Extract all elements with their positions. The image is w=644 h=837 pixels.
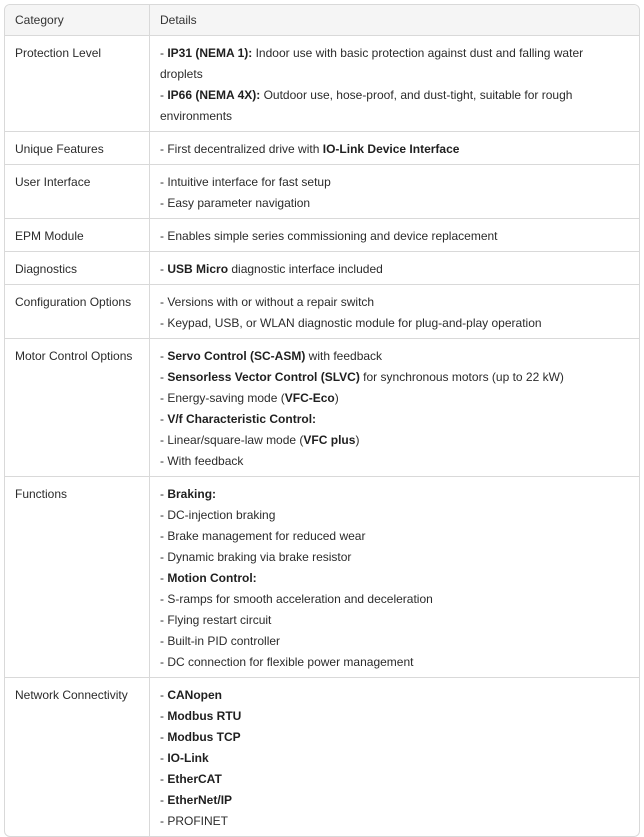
table-row	[5, 219, 639, 252]
detail-line: - First decentralized drive with IO-Link Device Interface	[160, 142, 460, 156]
detail-prefix: First decentralized drive with	[167, 142, 323, 156]
detail-line: - Braking:	[160, 487, 217, 501]
detail-text: Intuitive interface for fast setup	[167, 175, 331, 189]
detail-line: - Energy-saving mode (VFC-Eco)	[160, 391, 339, 405]
detail-line: - Servo Control (SC-ASM) with feedback	[160, 349, 383, 363]
table-row	[5, 339, 639, 477]
detail-prefix: Linear/square-law mode (	[167, 433, 304, 447]
details-cell	[150, 339, 639, 477]
detail-text: )	[334, 391, 339, 405]
detail-line: - Modbus RTU	[160, 709, 242, 723]
detail-line: - Dynamic braking via brake resistor	[160, 550, 352, 564]
detail-text: Dynamic braking via brake resistor	[167, 550, 352, 564]
detail-line: - IP31 (NEMA 1): Indoor use with basic protection against dust and falling water droplets	[160, 46, 584, 81]
detail-line: - DC-injection braking	[160, 508, 276, 522]
detail-emphasis: Modbus TCP	[167, 730, 241, 744]
detail-line: - V/f Characteristic Control:	[160, 412, 317, 426]
detail-emphasis: IO-Link Device Interface	[322, 142, 460, 156]
detail-line: - With feedback	[160, 454, 244, 468]
detail-text: Keypad, USB, or WLAN diagnostic module for plug-and-play operation	[167, 316, 542, 330]
detail-line: - CANopen	[160, 688, 223, 702]
detail-emphasis: EtherCAT	[167, 772, 222, 786]
details-cell	[150, 132, 639, 165]
detail-line: - Brake management for reduced wear	[160, 529, 366, 543]
detail-line: - Versions with or without a repair switch	[160, 295, 375, 309]
table-body	[5, 36, 639, 836]
detail-line: - Enables simple series commissioning and device replacement	[160, 229, 498, 243]
category-cell: Motor Control Options	[5, 339, 150, 477]
detail-emphasis: Braking:	[167, 487, 217, 501]
detail-emphasis: IO-Link	[167, 751, 209, 765]
detail-text: )	[355, 433, 360, 447]
detail-text: DC connection for flexible power management	[167, 655, 414, 669]
category-cell: Functions	[5, 477, 150, 678]
header-details: Details	[150, 5, 639, 36]
detail-emphasis: Motion Control:	[167, 571, 257, 585]
detail-emphasis: IP66 (NEMA 4X):	[167, 88, 261, 102]
detail-emphasis: VFC plus	[303, 433, 356, 447]
detail-text: with feedback	[305, 349, 383, 363]
detail-text: PROFINET	[167, 814, 229, 828]
detail-text: for synchronous motors (up to 22 kW)	[359, 370, 564, 384]
table-row	[5, 165, 639, 219]
detail-line: - S-ramps for smooth acceleration and deceleration	[160, 592, 433, 606]
detail-text: Easy parameter navigation	[167, 196, 311, 210]
details-cell	[150, 165, 639, 219]
detail-emphasis: Sensorless Vector Control (SLVC)	[167, 370, 360, 384]
category-cell: User Interface	[5, 165, 150, 219]
detail-emphasis: V/f Characteristic Control:	[167, 412, 317, 426]
detail-text: diagnostic interface included	[228, 262, 383, 276]
category-cell: Unique Features	[5, 132, 150, 165]
detail-line: - DC connection for flexible power management	[160, 655, 414, 669]
detail-line: - Motion Control:	[160, 571, 257, 585]
category-cell: Protection Level	[5, 36, 150, 132]
detail-line: - PROFINET	[160, 814, 229, 828]
detail-emphasis: VFC-Eco	[284, 391, 335, 405]
category-cell: Network Connectivity	[5, 678, 150, 836]
detail-emphasis: CANopen	[167, 688, 223, 702]
detail-text: DC-injection braking	[167, 508, 276, 522]
table-row	[5, 252, 639, 285]
detail-text: Outdoor use, hose-proof, and dust-tight, suitable for rough environments	[160, 88, 573, 123]
details-cell	[150, 477, 639, 678]
detail-line: - Sensorless Vector Control (SLVC) for synchronous motors (up to 22 kW)	[160, 370, 564, 384]
detail-line: - Built-in PID controller	[160, 634, 281, 648]
detail-line: - Modbus TCP	[160, 730, 241, 744]
detail-line: - Keypad, USB, or WLAN diagnostic module for plug-and-play operation	[160, 316, 542, 330]
detail-line: - Linear/square-law mode (VFC plus)	[160, 433, 360, 447]
detail-emphasis: Modbus RTU	[167, 709, 242, 723]
table-row	[5, 132, 639, 165]
detail-text: Versions with or without a repair switch	[167, 295, 375, 309]
detail-text: S-ramps for smooth acceleration and deceleration	[167, 592, 433, 606]
detail-text: With feedback	[167, 454, 244, 468]
detail-line: - EtherNet/IP	[160, 793, 233, 807]
table-row	[5, 36, 639, 132]
detail-line: - EtherCAT	[160, 772, 222, 786]
detail-text: Indoor use with basic protection against dust and falling water droplets	[160, 46, 584, 81]
category-cell: Configuration Options	[5, 285, 150, 339]
detail-emphasis: IP31 (NEMA 1):	[167, 46, 253, 60]
header-category: Category	[5, 5, 150, 36]
table-row	[5, 477, 639, 678]
detail-line: - Intuitive interface for fast setup	[160, 175, 331, 189]
category-cell: EPM Module	[5, 219, 150, 252]
table-row	[5, 285, 639, 339]
detail-line: - IP66 (NEMA 4X): Outdoor use, hose-proof, and dust-tight, suitable for rough environments	[160, 88, 573, 123]
header-row	[5, 5, 639, 36]
detail-text: Brake management for reduced wear	[167, 529, 366, 543]
details-cell	[150, 36, 639, 132]
detail-text: Built-in PID controller	[167, 634, 281, 648]
detail-emphasis: USB Micro	[167, 262, 229, 276]
details-cell	[150, 285, 639, 339]
detail-line: - IO-Link	[160, 751, 209, 765]
table-row	[5, 678, 639, 836]
detail-prefix: Energy-saving mode (	[167, 391, 285, 405]
details-cell	[150, 252, 639, 285]
specs-table	[4, 4, 640, 837]
category-cell: Diagnostics	[5, 252, 150, 285]
detail-text: Enables simple series commissioning and device replacement	[167, 229, 498, 243]
detail-text: Flying restart circuit	[167, 613, 272, 627]
detail-emphasis: Servo Control (SC-ASM)	[167, 349, 306, 363]
detail-line: - Easy parameter navigation	[160, 196, 311, 210]
detail-line: - USB Micro diagnostic interface included	[160, 262, 383, 276]
detail-emphasis: EtherNet/IP	[167, 793, 233, 807]
details-cell	[150, 678, 639, 836]
detail-line: - Flying restart circuit	[160, 613, 272, 627]
details-cell	[150, 219, 639, 252]
table-header	[5, 5, 639, 36]
